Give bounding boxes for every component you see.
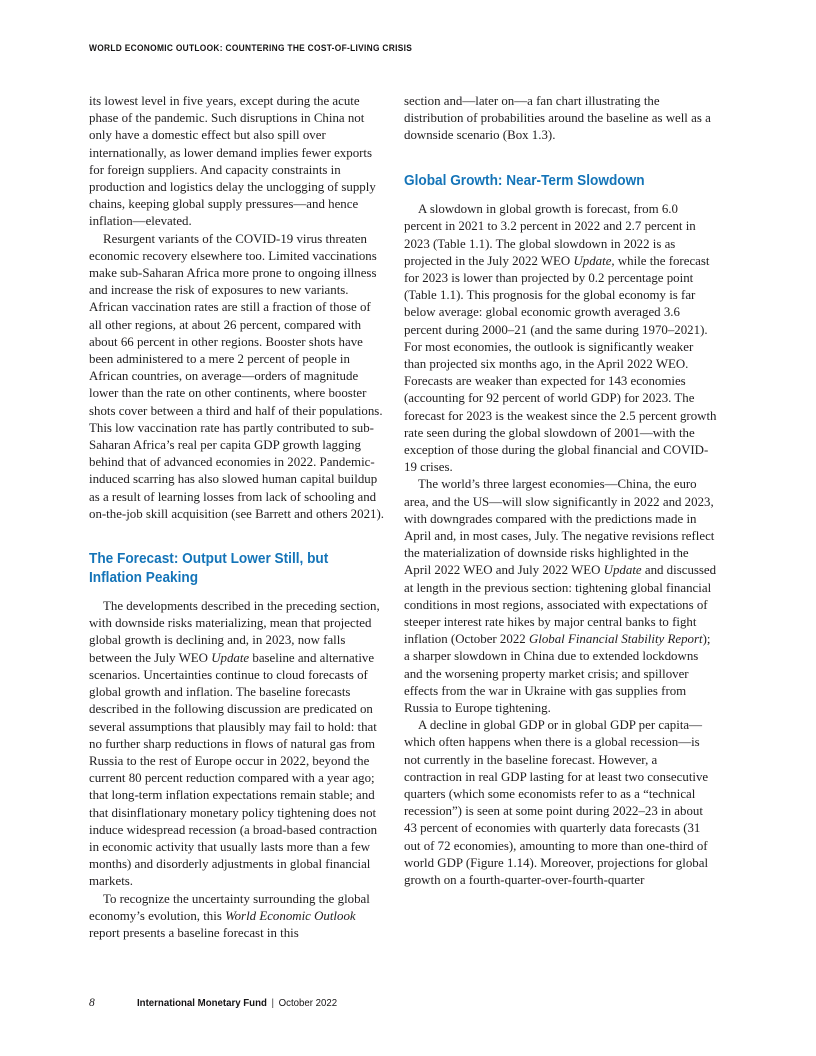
running-head: WORLD ECONOMIC OUTLOOK: COUNTERING THE COST-OF-LIVING CRISIS (89, 43, 413, 54)
page-number: 8 (89, 997, 95, 1009)
text-run: report presents a baseline forecast in this (89, 925, 299, 940)
section-heading: Global Growth: Near-Term Slowdown (404, 172, 645, 189)
body-paragraph (89, 231, 384, 523)
text-run: A slowdown in global growth is forecast, from 6.0 percent in 2021 to 3.2 percent in 2022 and 2.7 percent in 2023 (Table 1.1). The global slowdown in 2022 is as projected in the July 2022 WEO (404, 202, 696, 268)
italic-text-run: World Economic Outlook (225, 908, 356, 923)
text-run: baseline and alternative scenarios. Uncertainties continue to cloud forecasts of global growth and inflation. The baseline forecasts described in the following discussion are predicated on several assumptions that plausibly may fail to hold: that no further sharp reductions in flows of natural gas from Russia to the rest of Europe occur in 2022, beyond the current 80 percent reduction compared with a year ago; that long-term inflation expectations remain stable; and that disinflationary monetary policy tightening does not induce widespread recession (a broad-based contraction in economic activity that usually lasts more than a few months) and disorderly adjustments in global financial markets. (89, 650, 378, 889)
right-column (404, 93, 717, 942)
body-paragraph (404, 93, 717, 145)
body-paragraph (404, 476, 717, 717)
left-column (89, 93, 384, 942)
body-paragraph (89, 891, 384, 943)
text-run: section and—later on—a fan chart illustrating the distribution of probabilities around the baseline as well as a downside scenario (Box 1.3). (404, 94, 711, 143)
page-footer (89, 997, 354, 1009)
italic-text-run: Global Financial Stability Report (528, 632, 703, 647)
issue-date: October 2022 (278, 997, 337, 1009)
text-run: while the forecast for 2023 is lower than projected by 0.2 percentage point (Table 1.1). This prognosis for the global economy is far below average: global economic growth averaged 3.6 percent during 2000–21 (and the same during 1970–2021). For most economies, the outlook is significantly weaker than projected six months ago, in the April 2022 WEO. Forecasts are weaker than expected for 143 economies (accounting for 92 percent of world GDP) for 2023. The forecast for 2023 is the weakest since the 2.5 percent growth rate seen during the global slowdown of 2001—with the exception of those during the global financial and COVID-19 crises. (404, 253, 717, 475)
italic-text-run: Update, (573, 253, 615, 268)
footer-imprint (137, 997, 337, 1009)
body-paragraph (89, 93, 384, 231)
body-paragraph (404, 201, 717, 476)
body-paragraph (404, 717, 717, 889)
italic-text-run: Update (603, 563, 642, 578)
footer-separator: | (271, 997, 274, 1009)
text-run: ); a sharper slowdown in China due to extended lockdowns and the worsening property market crisis; and spillover effects from the war in Ukraine with gas supplies from Russia to Europe tightening. (404, 632, 711, 715)
publisher-name: International Monetary Fund (136, 997, 267, 1009)
text-run: Resurgent variants of the COVID-19 virus threaten economic recovery elsewhere too. Limited vaccinations make sub-Saharan Africa more prone to ongoing illness and increase the risk of exposures to new variants. African vaccination rates are still a fraction of those of all other regions, at about 26 percent, compared with about 66 percent in other regions. Booster shots have been administered to a mere 2 percent of people in African countries, on average—orders of magnitude lower than the rate on other continents, where booster shots cover between a third and half of their populations. This low vaccination rate has partly contributed to sub-Saharan Africa’s real per capita GDP growth lagging behind that of advanced economies in 2022. Pandemic-induced scarring has also slowed human capital buildup as a result of learning losses from lack of schooling and on-the-job skill acquisition (see Barrett and others 2021). (89, 231, 384, 521)
text-run: To recognize the uncertainty surrounding the global economy’s evolution, this (89, 891, 370, 923)
text-run: The world’s three largest economies—China, the euro area, and the US—will slow significantly in 2022 and 2023, with downgrades compared with the predictions made in April and, in most cases, July. The negative revisions reflect the materialization of downside risks highlighted in the April 2022 WEO and July 2022 WEO (404, 477, 715, 578)
section-heading: The Forecast: Output Lower Still, but Inflation Peaking (89, 551, 329, 586)
text-run: and discussed at length in the previous section: tightening global financial conditions in most regions, associated with expectations of steeper interest rate hikes by major central banks to fight inflation (October 2022 (404, 563, 717, 647)
text-run: The developments described in the preceding section, with downside risks materializing, mean that projected global growth is declining and, in 2023, now falls between the July WEO (89, 599, 380, 665)
body-paragraph (89, 598, 384, 890)
text-run: A decline in global GDP or in global GDP per capita—which often happens when there is a global recession—is not currently in the baseline forecast. However, a contraction in real GDP lasting for at least two consecutive quarters (which some economists refer to as a “technical recession”) is seen at some point during 2022–23 in about 43 percent of economies with quarterly data forecasts (31 out of 72 economies), amounting to more than one-third of world GDP (Figure 1.14). Moreover, projections for global growth on a fourth-quarter-over-fourth-quarter (404, 718, 709, 888)
two-column-layout (89, 93, 717, 942)
text-run: its lowest level in five years, except during the acute phase of the pandemic. Such disruptions in China not only have a domestic effect but also spill over internationally, as lower demand implies fewer exports for foreign suppliers. And capacity constraints in production and logistics delay the unclogging of supply chains, keeping global supply pressures—and hence inflation—elevated. (89, 94, 376, 229)
italic-text-run: Update (211, 650, 250, 665)
